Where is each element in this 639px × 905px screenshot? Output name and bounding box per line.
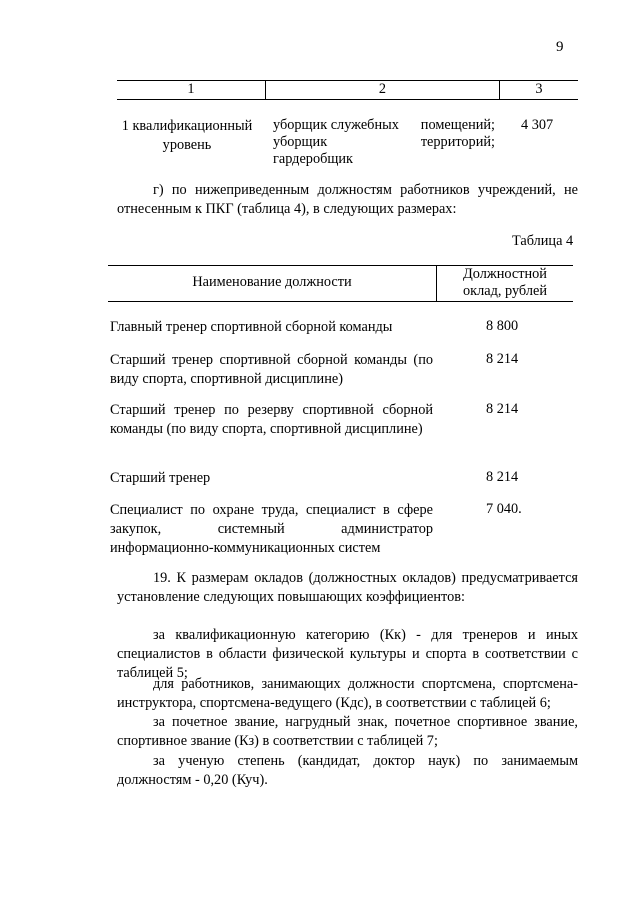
table4-row-name: Старший тренер [110, 470, 211, 486]
job-left: уборщик служебных [273, 117, 399, 133]
page-number: 9 [556, 39, 564, 55]
coefficient-item: за ученую степень (кандидат, доктор наук) по занимаемым должностям - 0,20 (Куч). [117, 753, 578, 788]
job-left: гардеробщик [273, 151, 353, 167]
job-right: помещений; [420, 117, 495, 133]
table4-header-salary-line: Должностной [463, 266, 547, 282]
table1-header-col3: 3 [535, 81, 543, 97]
table1-header-col2: 2 [378, 81, 387, 97]
table4-caption: Таблица 4 [512, 233, 574, 249]
table4-header-salary-line: оклад, рублей [463, 283, 547, 299]
qualification-level [117, 117, 257, 155]
table4-row-salary: 7 040. [486, 501, 522, 517]
table4-header-name: Наименование должности [192, 274, 352, 290]
job-row [273, 117, 495, 134]
coefficient-item: за квалификационную категорию (Кк) - для тренеров и иных специалистов в области физической культуры и спорта в соответствии с таблицей 5; [117, 627, 578, 681]
table4-row-name: Старший тренер по резерву спортивной сборной команды (по виду спорта, спортивной дисциплине) [110, 402, 433, 437]
table1-salary: 4 307 [521, 117, 554, 133]
job-row [273, 134, 495, 151]
job-right: территорий; [420, 134, 495, 150]
table4-row-name: Специалист по охране труда, специалист в сфере закупок, системный администратор информационно-коммуникационных систем [110, 502, 433, 556]
job-list [273, 117, 495, 168]
qualification-level-line: 1 квалификационный [121, 118, 253, 134]
table1-header-rule [117, 99, 578, 100]
qualification-level-line: уровень [162, 137, 212, 153]
paragraph-g: г) по нижеприведенным должностям работников учреждений, не отнесенным к ПКГ (таблица 4), в следующих размерах: [117, 182, 578, 217]
table4-row-salary: 8 214 [486, 351, 519, 367]
table4-row-name: Главный тренер спортивной сборной команды [110, 319, 393, 335]
table4-row-salary: 8 214 [486, 469, 519, 485]
table1-header-col1: 1 [187, 81, 195, 97]
table4-row-salary: 8 214 [486, 401, 519, 417]
table4-row-salary: 8 800 [486, 318, 519, 334]
table4-header-rule [108, 301, 573, 302]
job-row [273, 151, 495, 168]
table4-row-name: Старший тренер спортивной сборной команды (по виду спорта, спортивной дисциплине) [110, 352, 433, 387]
coefficient-item: за почетное звание, нагрудный знак, почетное спортивное звание, спортивное звание (Кз) в соответствии с таблицей 7; [117, 714, 578, 749]
table4-header-salary [437, 266, 573, 300]
job-left: уборщик [273, 134, 328, 150]
paragraph-19: 19. К размерам окладов (должностных окладов) предусматривается установление следующих повышающих коэффициентов: [117, 570, 578, 605]
coefficient-item: для работников, занимающих должности спортсмена, спортсмена-инструктора, спортсмена-ведущего (Кдс), в соответствии с таблицей 6; [117, 676, 578, 711]
